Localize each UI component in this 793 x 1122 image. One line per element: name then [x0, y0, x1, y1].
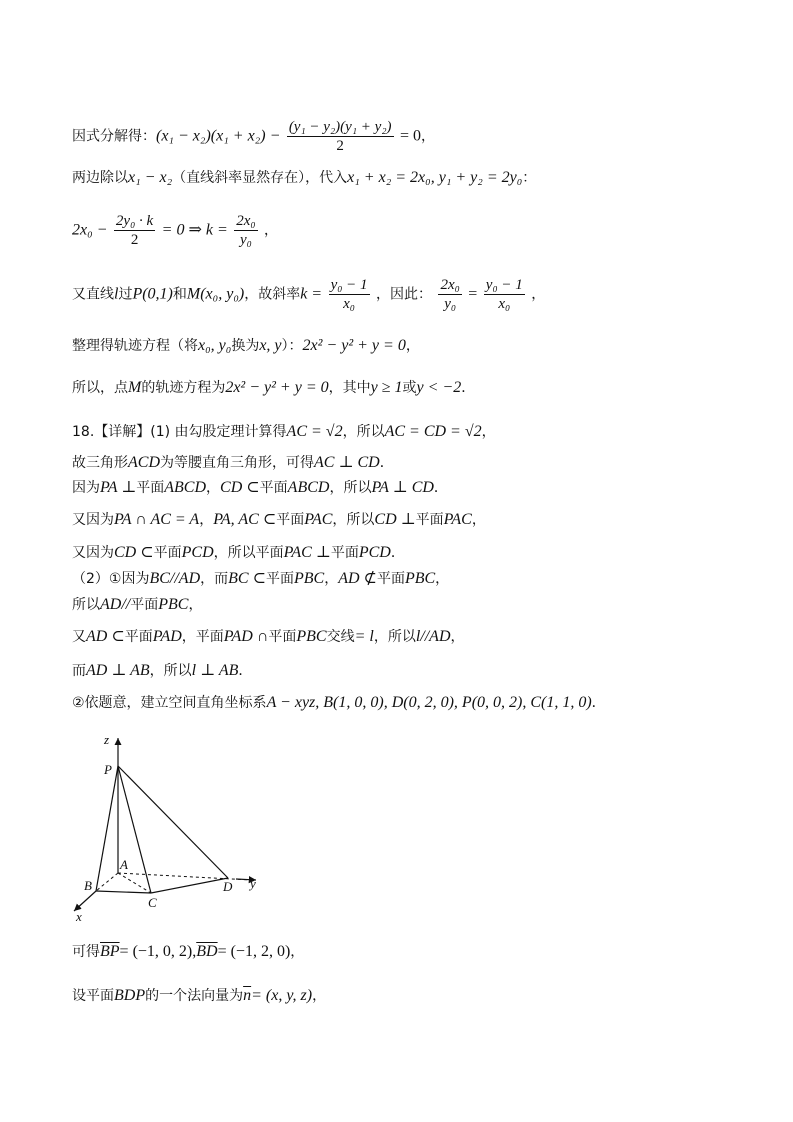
- edge-PC: [118, 766, 151, 893]
- fraction: $\frac{\text{y₀ − 1}}{\text{x₀}}$: [485, 277, 523, 312]
- solution-line-16: ②依题意，建立空间直角坐标系A − xyz, B(1, 0, 0), D(0, 2, 0), P(0, 0, 2), C(1, 1, 0)．: [72, 694, 606, 711]
- label-D: D: [223, 879, 233, 894]
- pyramid-diagram: [66, 728, 276, 923]
- label-x: x: [76, 909, 82, 923]
- solution-line-8: 故三角形ACD为等腰直角三角形，可得AC ⊥ CD．: [72, 454, 394, 471]
- edge-PD: [118, 766, 228, 878]
- fraction: $\frac{\text{2x₀}}{\text{y₀}}$: [440, 277, 460, 312]
- solution-line-2: 两边除以x₁ − x₂（直线斜率显然存在），代入x₁ + x₂ = 2x₀, y₁ + y₂ = 2y₀：: [72, 169, 537, 186]
- solution-line-10: 又因为PA ∩ AC = A，PA, AC ⊂平面PAC，所以CD ⊥平面PAC，: [72, 511, 486, 528]
- solution-line-7: 18.【详解】(1) 由勾股定理计算得AC = √2，所以AC = CD = √2，: [72, 423, 496, 440]
- edge-PB: [96, 766, 118, 891]
- label-P: P: [104, 762, 112, 777]
- edge-CD: [151, 878, 228, 893]
- solution-line-17: 可得$\overline{BP}= (-1$, 0, $2),\overline{BD}= (-1$, 2, 0)，: [72, 943, 305, 960]
- fraction: $\frac{\text{(y₁ − y₂)(y₁ + y₂)}}{2}$: [288, 119, 392, 154]
- solution-line-3: 2x₀ − $\frac{\text{2y₀ · k}}{2}$ = 0 ⇒ k = $\frac{\text{2x₀}}{\text{y₀}}$ ，: [72, 213, 279, 248]
- label-A: A: [120, 857, 128, 872]
- solution-line-13: 所以AD//平面PBC，: [72, 596, 203, 613]
- solution-line-4: 又直线l过P(0,1)和M(x₀, y₀)，故斜率k = $\frac{\text{y₀ − 1}}{\text{x₀}}$ ，因此： $\frac{\text{2x₀}}{\text{y₀}}$ = $\frac{\text{y₀ − 1}}{\text{x₀}}$ ，: [72, 277, 546, 312]
- solution-line-11: 又因为CD ⊂平面PCD，所以平面PAC ⊥平面PCD．: [72, 544, 405, 561]
- fraction: $\frac{\text{2x₀}}{\text{y₀}}$: [236, 213, 256, 248]
- solution-line-12: （2）①因为BC//AD，而BC ⊂平面PBC，AD ⊄平面PBC，: [72, 570, 450, 587]
- label-B: B: [84, 878, 92, 893]
- label-y: y: [250, 876, 256, 891]
- fraction: $\frac{\text{y₀ − 1}}{\text{x₀}}$: [330, 277, 368, 312]
- x-axis-arrow: [74, 891, 96, 911]
- solution-line-9: 因为PA ⊥平面ABCD，CD ⊂平面ABCD，所以PA ⊥ CD．: [72, 479, 448, 496]
- label-C: C: [148, 895, 157, 910]
- solution-line-1: 因式分解得：(x₁ − x₂)(x₁ + x₂) − $\frac{\text{(y₁ − y₂)(y₁ + y₂)}}{2}$ = 0，: [72, 119, 436, 154]
- label-z: z: [104, 732, 110, 747]
- pyramid-coordinate-figure: [66, 728, 276, 927]
- solution-line-5: 整理得轨迹方程（将x₀, y₀换为x, y）：2x² − y² + y = 0，: [72, 337, 420, 354]
- solution-line-18: 设平面BDP的一个法向量为$\overline{n}= (x$, y, z)，: [72, 987, 327, 1004]
- fraction: $\frac{\text{2y₀ · k}}{2}$: [115, 213, 154, 248]
- edge-BC: [96, 891, 151, 893]
- solution-line-14: 又AD ⊂平面PAD，平面PAD ∩平面PBC交线= l，所以l//AD，: [72, 628, 465, 645]
- solution-line-6: 所以，点M的轨迹方程为2x² − y² + y = 0，其中y ≥ 1或y < −2．: [72, 379, 476, 396]
- solution-line-15: 而AD ⊥ AB，所以l ⊥ AB．: [72, 662, 253, 679]
